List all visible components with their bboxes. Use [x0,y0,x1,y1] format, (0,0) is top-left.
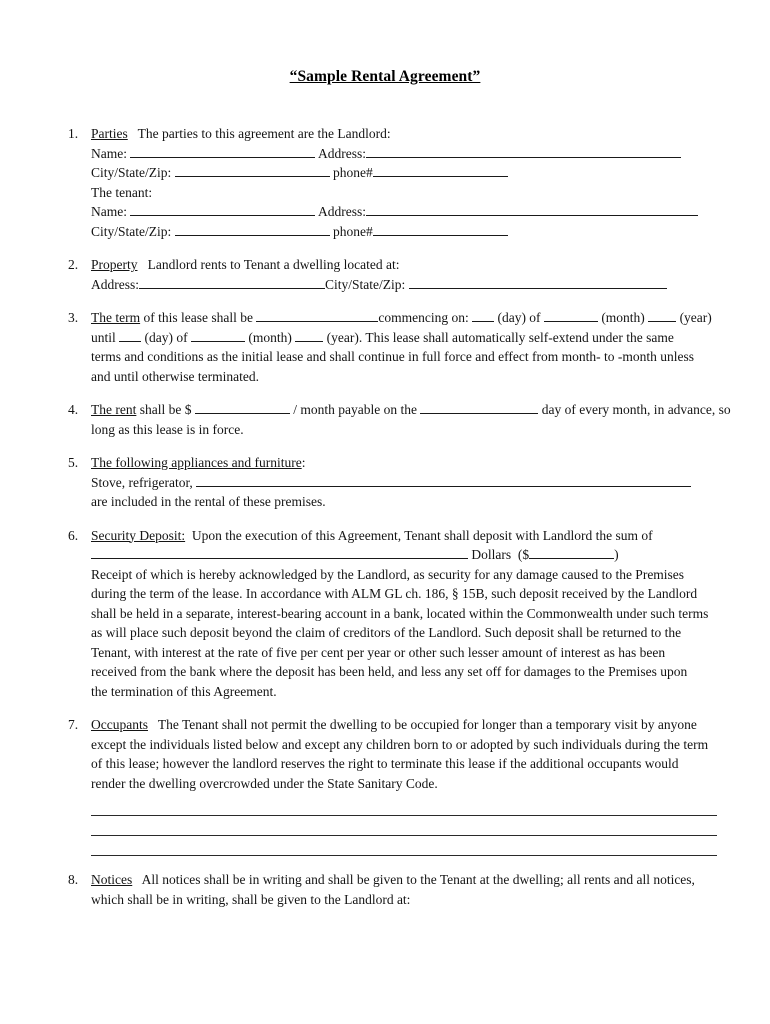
text-run: during the term of the lease. In accordance with ALM GL ch. 186, § 15B, such deposit received by the Landlord [91,586,698,601]
text-run: of this lease; however the landlord reserves the right to terminate this lease if the additional occupants would [91,756,679,771]
agreement-item-parties [68,124,734,241]
text-run: (year). This lease shall automatically self-extend under the same [323,329,674,345]
text-run: City/State/Zip: [91,165,175,180]
text-run: of this lease shall be [140,310,257,325]
item-number: 8. [68,872,79,887]
item-body [91,453,751,512]
text-run: Dollars ($ [468,547,530,562]
text-run: are included in the rental of these premises. [91,494,326,509]
text-run: commencing on: [378,310,473,325]
text-run: The Tenant shall not permit the dwelling to be occupied for longer than a temporary visit by anyone [147,717,697,732]
underlined-heading: Parties [91,126,128,141]
fill-in-blank [130,144,315,157]
writing-line [91,836,717,856]
fill-in-blank [529,546,614,559]
item-number: 1. [68,126,79,141]
fill-in-blank [420,401,538,414]
fill-in-blank [175,164,330,177]
text-run: shall be held in a separate, interest-bearing account in a bank, located within the Commonwealth under such terms [91,605,709,621]
fill-in-blank [366,144,681,157]
item-body [91,255,751,294]
text-run: : [301,455,306,470]
text-run: phone# [329,165,373,180]
item-body [91,308,751,386]
text-run: phone# [329,223,373,239]
text-run: (month) [597,310,649,325]
occupant-writing-lines [91,796,717,856]
text-run: Address: [91,276,139,292]
agreement-item-appliances [68,453,734,512]
underlined-heading: Notices [91,872,133,887]
text-run: received from the bank where the deposit has been held, and less any set off for damages to the Premises upon [91,664,688,679]
fill-in-blank [175,222,330,235]
underlined-heading: Property [91,257,138,272]
text-run: the termination of this Agreement. [91,683,277,699]
fill-in-blank [119,328,141,341]
agreement-item-property [68,255,734,294]
text-run: (day) of [494,310,544,325]
item-number: 3. [68,310,79,325]
fill-in-blank [366,203,698,216]
fill-in-blank [256,309,378,322]
text-run: until [91,329,120,345]
fill-in-blank [544,309,598,322]
text-run: All notices shall be in writing and shall be given to the Tenant at the dwelling; all rents and all notices, [132,872,695,887]
underlined-heading: The rent [91,402,137,417]
text-run: and until otherwise terminated. [91,368,259,384]
text-run: Address: [315,145,366,161]
item-number: 2. [68,257,79,272]
text-run: long as this lease is in force. [91,421,244,437]
agreement-item-security-deposit [68,526,734,702]
text-run: Name: [91,204,131,219]
fill-in-blank [295,328,323,341]
text-run: render the dwelling overcrowded under the State Sanitary Code. [91,775,438,791]
underlined-heading: Occupants [91,717,148,732]
text-run: day of every month, in advance, so [538,402,731,417]
item-body [91,400,751,439]
text-run: The parties to this agreement are the Landlord: [127,126,391,141]
fill-in-blank [648,309,676,322]
underlined-heading: The following appliances and furniture [91,455,302,470]
text-run: Stove, refrigerator, [91,474,197,490]
text-run: City/State/Zip: [325,276,409,292]
fill-in-blank [373,222,508,235]
fill-in-blank [195,401,290,414]
item-number: 4. [68,402,79,417]
text-run: Tenant, with interest at the rate of five per cent per year or other such lesser amount of interest as has been [91,644,666,660]
text-run: The tenant: [91,184,153,200]
text-run: Address: [315,204,366,219]
item-body [91,526,751,702]
text-run: Upon the execution of this Agreement, Tenant shall deposit with Landlord the sum of [185,527,653,543]
agreement-item-notices [68,870,734,909]
text-run: (year) [676,310,712,325]
item-number: 5. [68,455,79,470]
text-run: City/State/Zip: [91,223,175,239]
agreement-item-occupants [68,715,734,856]
item-number: 6. [68,527,79,543]
item-body [91,715,751,856]
text-run: ) [614,547,619,562]
underlined-heading: Security Deposit: [91,527,186,543]
text-run: except the individuals listed below and except any children born to or adopted by such individuals during the term [91,736,709,752]
fill-in-blank [191,328,245,341]
occupants-text [91,715,751,793]
text-run: which shall be in writing, shall be given to the Landlord at: [91,891,411,907]
writing-line [91,816,717,836]
fill-in-blank [91,546,468,559]
text-run: (month) [245,329,296,345]
item-body [91,870,751,909]
text-run: Name: [91,145,131,161]
text-run: shall be $ [136,402,195,417]
text-run: Landlord rents to Tenant a dwelling located at: [137,257,400,272]
agreement-item-rent [68,400,734,439]
fill-in-blank [196,473,691,486]
item-body [91,124,751,241]
text-run: as will place such deposit beyond the claim of creditors of the Landlord. Such deposit shall be returned to the [91,625,682,640]
fill-in-blank [373,164,508,177]
agreement-item-term [68,308,734,386]
title-block [0,0,770,87]
text-run: / month payable on the [289,402,421,417]
text-run: Receipt of which is hereby acknowledged by the Landlord, as security for any damage caused to the Premises [91,566,685,582]
text-run: (day) of [141,329,191,345]
writing-line [91,796,717,816]
fill-in-blank [472,309,494,322]
fill-in-blank [139,275,325,288]
text-run: terms and conditions as the initial lease and shall continue in full force and effect from month- to -month unless [91,349,694,364]
agreement-items [68,124,734,909]
fill-in-blank [130,203,315,216]
item-number: 7. [68,717,79,732]
fill-in-blank [409,275,667,288]
document-title: “Sample Rental Agreement” [289,68,481,85]
underlined-heading: The term [91,310,141,325]
